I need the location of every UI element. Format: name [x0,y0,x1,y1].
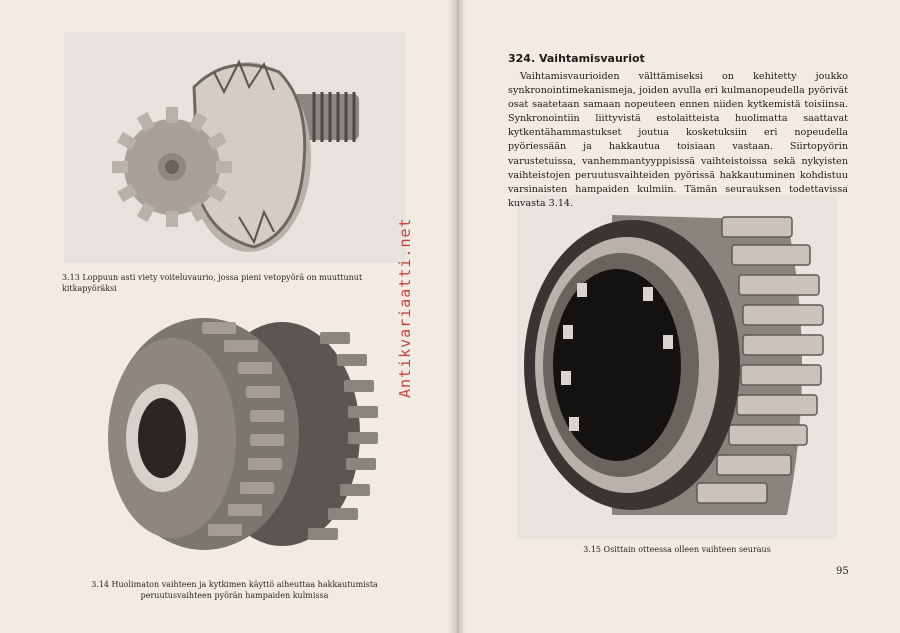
figure-3-14-photo [92,308,392,560]
section-body-text: Vaihtamisvaurioiden välttämiseksi on kehitetty joukko synkronointimekanismeja, joiden avulla eri kulmanopeudella pyörivät osat saatetaan samaan nopeuteen ennen niiden kytkemistä toisiinsa. Synkronointiin liittyvistä estolaitteista huolimatta saattavat kytkentähammastukset joutua kosketuksiin eri nopeudella pyöriessään ja hakkautua toisiaan vastaan. Siirtopyörin varustetuissa, vanhemmantyyppisissä vaihteistoissa sekä nykyisten vaihteistojen peruutusvaihteiden pyörissä hakkautuminen kohdistuu varsinaisten hampaiden kulmiin. Tämän seurauksen todettavissa kuvasta 3.14. [508,71,848,209]
figure-3-14-caption: 3.14 Huolimaton vaihteen ja kytkimen käyttö aiheuttaa hakkautumista peruutusvaihteen pyörän hampaiden kulmissa [91,580,378,600]
watermark-text: Antikvariaatti.net [396,217,414,398]
figure-3-13-photo [64,32,406,263]
figure-3-15-caption: 3.15 Osittain otteessa olleen vaihteen seuraus [583,545,771,554]
figure-3-13-caption: 3.13 Loppuun asti viety voiteluvaurio, jossa pieni vetopyörä on muuttunut kitkapyöräksi [62,273,363,293]
figure-3-15-photo [517,195,837,539]
page-number: 95 [836,566,849,577]
book-gutter [448,0,466,633]
section-heading: 324. Vaihtamisvauriot [508,52,645,65]
